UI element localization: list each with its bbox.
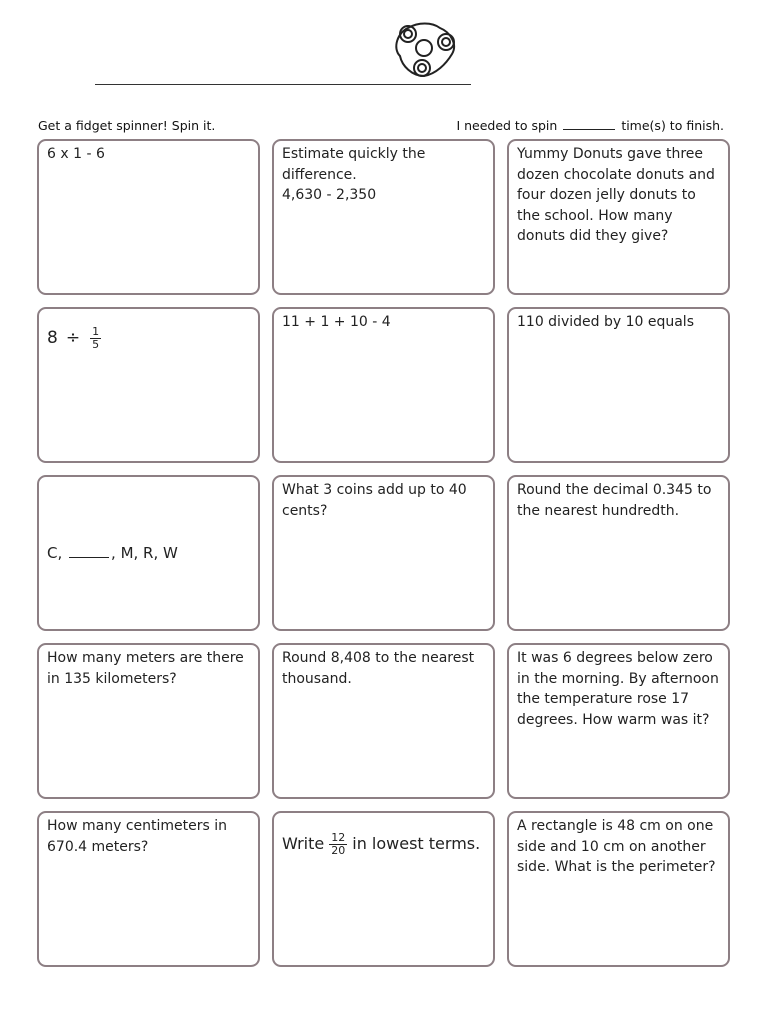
task-card-grid [37,139,730,969]
simplify-fraction-prompt [282,832,485,857]
task-card-2-line-3: 4,630 - 2,350 [282,187,377,203]
lowest-terms-label: in lowest terms. [352,834,481,854]
write-label: Write [282,834,325,854]
task-card-1-text: 6 x 1 - 6 [47,146,105,162]
fraction-denominator: 5 [92,338,100,351]
name-line [95,84,471,85]
task-card-3-text: Yummy Donuts gave three dozen chocolate donuts and four dozen jelly donuts to the school. How many donuts did they give? [517,146,715,244]
spin-count-label-after: time(s) to finish. [621,118,724,133]
task-card-6-text: 110 divided by 10 equals [517,314,694,330]
division-expression [47,326,103,351]
task-card-2 [272,139,495,295]
task-card-11 [272,643,495,799]
spin-count-blank[interactable] [563,119,615,130]
task-card-13-text: How many centimeters in 670.4 meters? [47,818,227,855]
fraction-numerator: 12 [331,831,346,844]
letter-pattern [47,543,178,564]
pattern-start: C, [47,543,63,562]
task-card-9 [507,475,730,631]
task-card-7 [37,475,260,631]
fraction-denominator: 20 [331,844,346,857]
task-card-1 [37,139,260,295]
task-card-5-text: 11 + 1 + 10 - 4 [282,314,391,330]
task-card-13 [37,811,260,967]
task-card-15 [507,811,730,967]
task-card-14 [272,811,495,967]
fraction-numerator: 1 [92,325,100,338]
fraction-divisor [90,326,101,351]
fidget-spinner-icon [388,18,460,82]
fraction-to-simplify [329,832,347,857]
task-card-12 [507,643,730,799]
instructions-left: Get a fidget spinner! Spin it. [38,118,216,133]
task-card-10-text: How many meters are there in 135 kilometers? [47,650,244,687]
task-card-5 [272,307,495,463]
divide-sign: ÷ [65,328,81,349]
dividend: 8 [47,328,58,349]
instructions-right [456,118,724,133]
task-card-3 [507,139,730,295]
task-card-2-line-2: difference. [282,166,357,183]
task-card-8-text: What 3 coins add up to 40 cents? [282,482,467,519]
pattern-rest: , M, R, W [111,543,178,562]
task-card-9-text: Round the decimal 0.345 to the nearest hundredth. [517,482,712,519]
task-card-10 [37,643,260,799]
spin-count-label-before: I needed to spin [456,118,558,133]
task-card-15-text: A rectangle is 48 cm on one side and 10 cm on another side. What is the perimeter? [517,818,716,875]
task-card-8 [272,475,495,631]
task-card-6 [507,307,730,463]
task-card-11-text: Round 8,408 to the nearest thousand. [282,650,475,687]
task-card-2-line-1: Estimate quickly the [282,146,426,162]
task-card-4 [37,307,260,463]
task-card-12-text: It was 6 degrees below zero in the morning. By afternoon the temperature rose 17 degrees. How warm was it? [517,650,719,728]
pattern-blank[interactable] [69,545,109,558]
